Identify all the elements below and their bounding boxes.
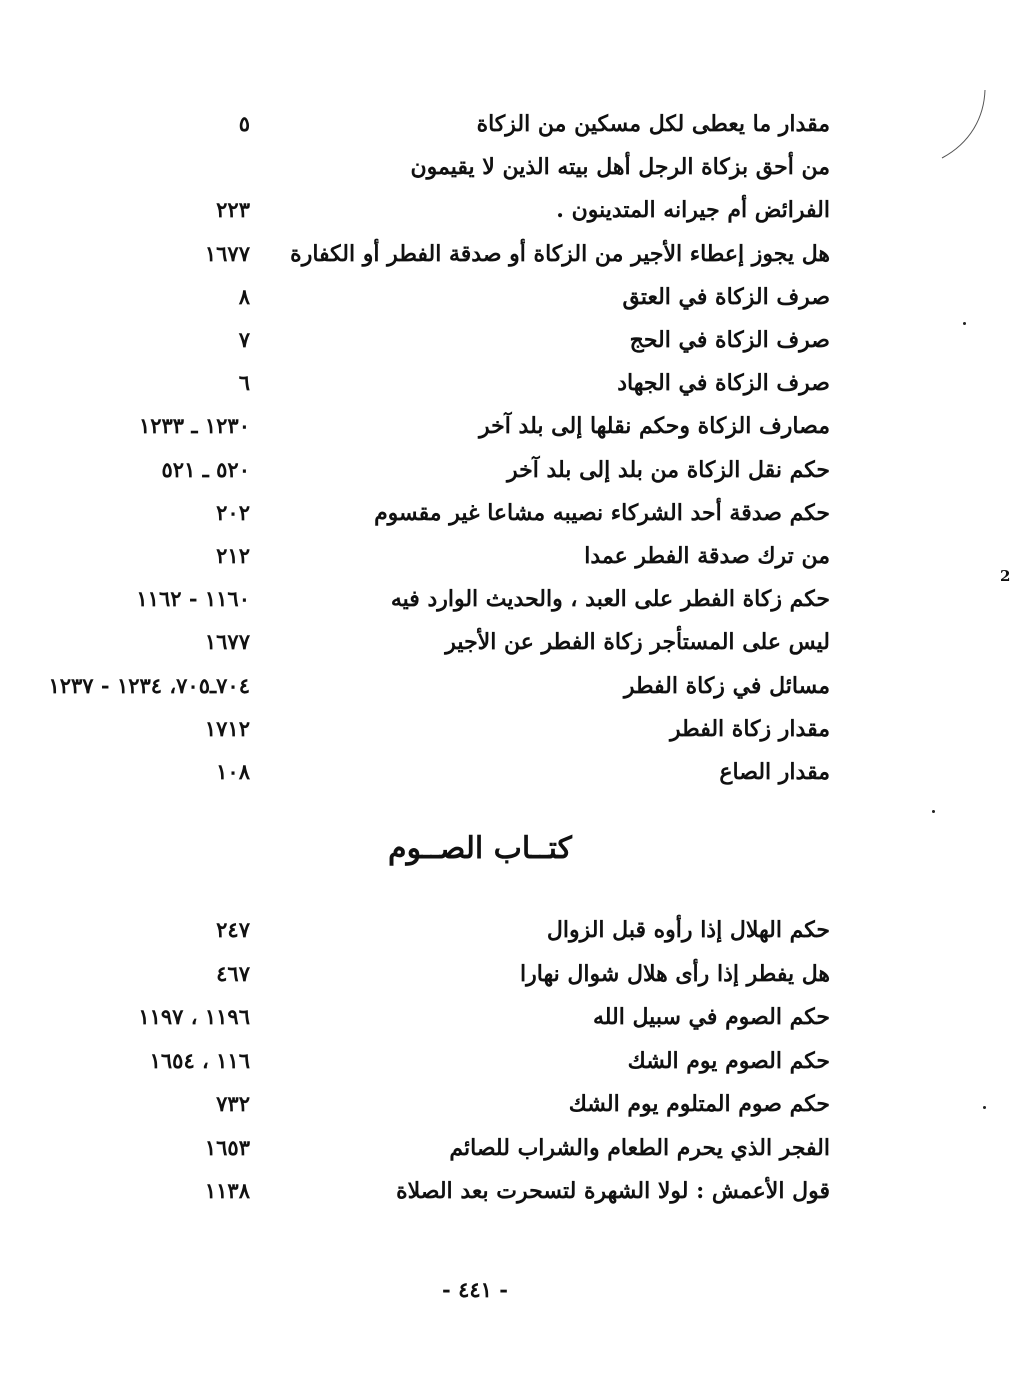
- index-entry: [48, 668, 830, 708]
- entry-pages: ١٧١٢: [204, 715, 250, 741]
- entry-pages: ١٦٧٧: [204, 240, 250, 266]
- index-entry: [130, 1173, 830, 1213]
- entry-pages: ٥: [238, 111, 250, 136]
- entry-topic: مقدار الصاع: [719, 759, 830, 785]
- entry-topic: حكم الصوم يوم الشك: [627, 1047, 830, 1074]
- scan-speck: [932, 810, 935, 813]
- entry-pages: ٧: [238, 327, 250, 352]
- index-entry: [130, 581, 830, 621]
- entry-topic: الفرائض أم جيرانه المتدينون .: [556, 197, 830, 224]
- index-entry: [130, 322, 830, 362]
- entry-pages: ٢٠٢: [216, 499, 250, 525]
- index-entry: [130, 408, 830, 448]
- entry-pages: ١٦٥٣: [204, 1134, 250, 1160]
- entry-pages: ١١٣٨: [204, 1178, 250, 1203]
- entry-pages: ٢٤٧: [216, 917, 250, 942]
- index-entry: [130, 192, 830, 232]
- index-entry: [130, 754, 830, 794]
- index-entry: [130, 624, 830, 664]
- index-entry: [130, 1043, 830, 1083]
- entry-pages: ١١٩٦ ، ١١٩٧: [138, 1004, 250, 1029]
- entry-pages: ١٠٨: [216, 759, 250, 784]
- entry-topic: حكم الصوم في سبيل الله: [592, 1004, 830, 1030]
- entry-pages: ١٦٧٧: [204, 629, 250, 655]
- index-entry: [130, 912, 830, 952]
- entry-topic: حكم نقل الزكاة من بلد إلى بلد آخر: [506, 456, 830, 483]
- index-entry: [130, 1130, 830, 1170]
- index-entry: [130, 452, 830, 492]
- scan-speck: [983, 1106, 986, 1109]
- section-title-fasting: كتــاب الصــوم: [388, 831, 572, 866]
- index-entry: [130, 999, 830, 1039]
- scan-speck: [963, 322, 966, 325]
- entry-pages: ١١٦ ، ١٦٥٤: [149, 1047, 250, 1073]
- index-entry: [130, 279, 830, 319]
- entry-topic: قول الأعمش : لولا الشهرة لتسحرت بعد الصلاة: [396, 1178, 830, 1204]
- index-entry: [130, 538, 830, 578]
- entry-topic: الفجر الذي يحرم الطعام والشراب للصائم: [449, 1134, 830, 1161]
- entry-topic: حكم صدقة أحد الشركاء نصيبه مشاعا غير مقسوم: [374, 499, 830, 526]
- entry-topic: ليس على المستأجر زكاة الفطر عن الأجير: [445, 629, 830, 656]
- entry-topic: من ترك صدقة الفطر عمدا: [584, 543, 830, 569]
- entry-topic: صرف الزكاة في العتق: [622, 283, 830, 310]
- margin-mark: 2: [1000, 567, 1011, 585]
- page-number: - ٤٤١ -: [442, 1277, 508, 1302]
- entry-topic: حكم صوم المتلوم يوم الشك: [568, 1091, 830, 1117]
- index-entry: [130, 956, 830, 996]
- entry-topic: حكم زكاة الفطر على العبد ، والحديث الوارد فيه: [390, 586, 830, 613]
- entry-topic: هل يفطر إذا رأى هلال شوال نهارا: [520, 960, 830, 987]
- index-entry: [130, 149, 830, 189]
- entry-topic: حكم الهلال إذا رأوه قبل الزوال: [546, 917, 830, 943]
- index-entry: [130, 495, 830, 535]
- entry-pages: ٨: [238, 283, 250, 309]
- entry-topic: مقدار زكاة الفطر: [670, 715, 830, 742]
- entry-pages: ٧٣٢: [216, 1091, 250, 1116]
- entry-pages: ١١٦٠ - ١١٦٢: [136, 586, 250, 612]
- index-entry: [130, 106, 830, 146]
- entry-topic: مقدار ما يعطى لكل مسكين من الزكاة: [476, 111, 830, 137]
- entry-topic: صرف الزكاة في الجهاد: [617, 370, 830, 397]
- entry-pages: ٢٢٣: [216, 197, 250, 223]
- entry-topic: صرف الزكاة في الحج: [629, 327, 830, 353]
- entry-pages: ٢١٢: [216, 543, 250, 568]
- entry-pages: ٧٠٤ـ٧٠٥، ١٢٣٤ - ١٢٣٧: [48, 672, 250, 698]
- index-entry: [130, 236, 830, 276]
- index-entry: [130, 365, 830, 405]
- entry-topic: مسائل في زكاة الفطر: [623, 672, 830, 699]
- index-entry: [130, 711, 830, 751]
- entry-pages: ١٢٣٠ ـ ١٢٣٣: [138, 413, 250, 439]
- entry-pages: ٦: [238, 370, 250, 396]
- entry-topic: مصارف الزكاة وحكم نقلها إلى بلد آخر: [479, 413, 830, 440]
- entry-pages: ٤٦٧: [216, 960, 250, 986]
- index-entry: [130, 1086, 830, 1126]
- entry-topic: من أحق بزكاة الرجل أهل بيته الذين لا يقيمون: [410, 154, 830, 181]
- scan-edge-arc: [940, 88, 1000, 168]
- entry-pages: ٥٢٠ ـ ٥٢١: [161, 456, 250, 482]
- entry-topic: هل يجوز إعطاء الأجير من الزكاة أو صدقة الفطر أو الكفارة: [290, 240, 830, 267]
